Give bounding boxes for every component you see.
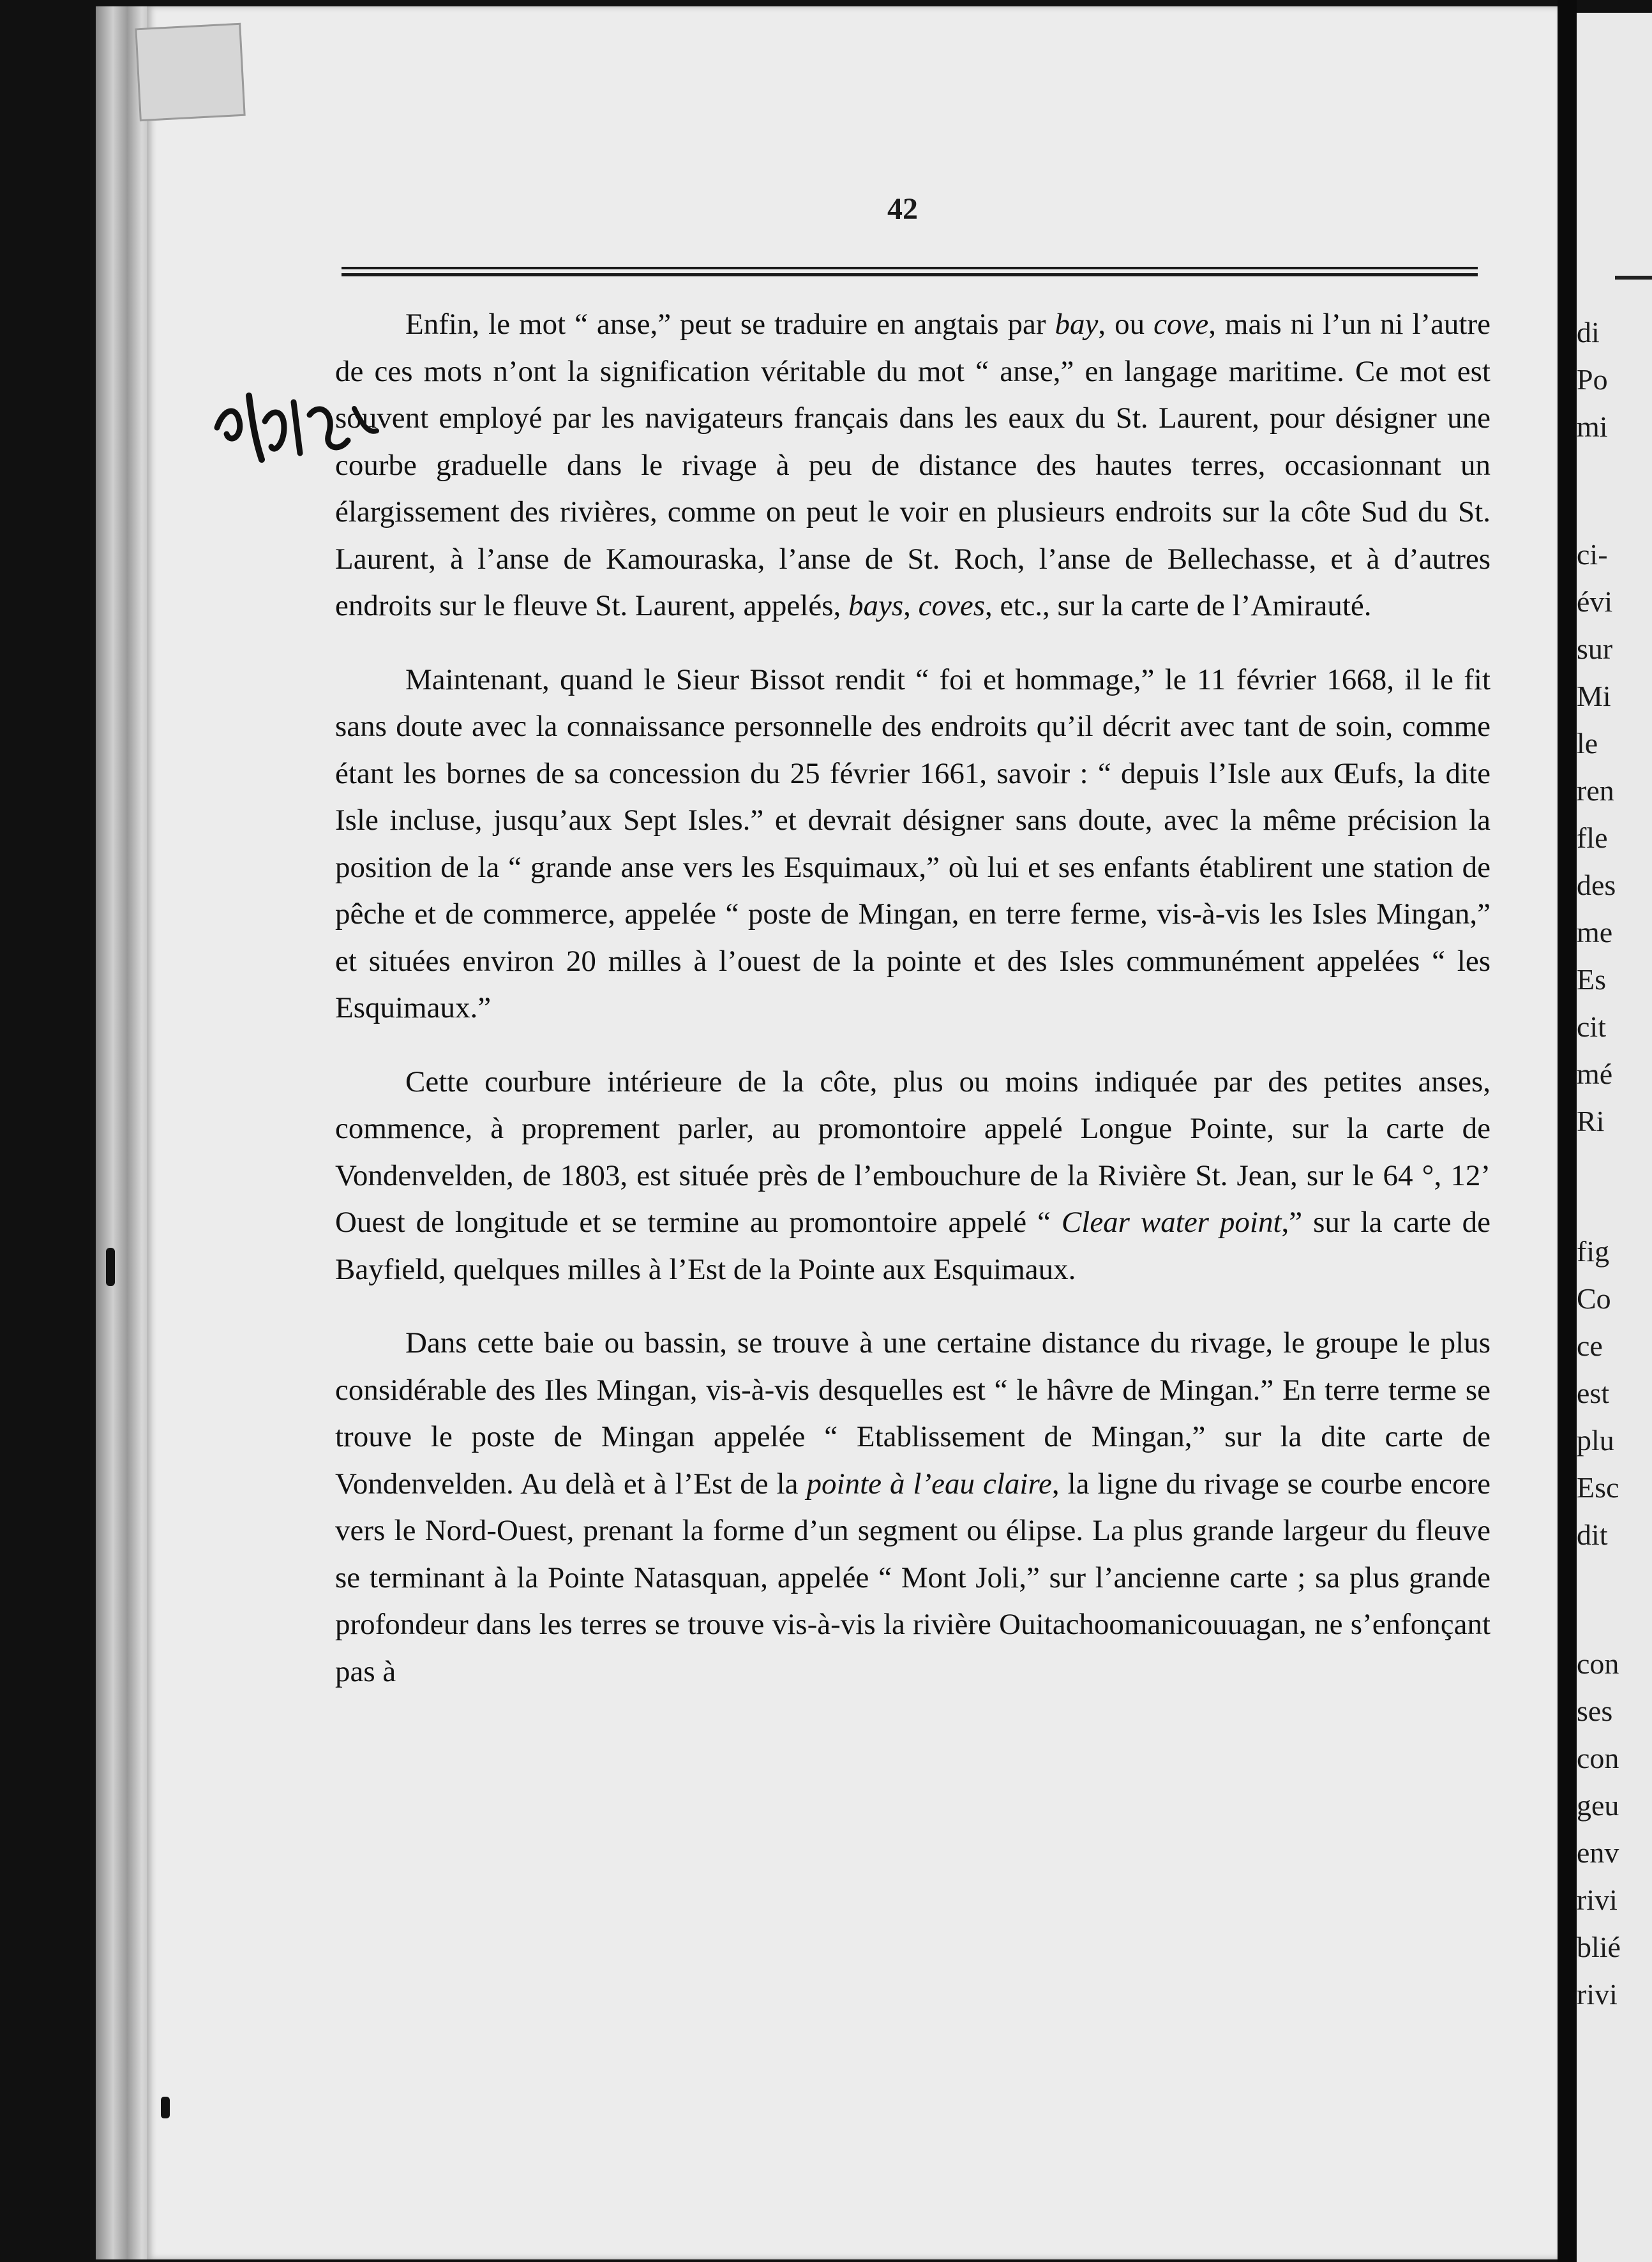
- body-text: [335, 301, 1491, 1695]
- facing-page-fragment: fig: [1577, 1235, 1610, 1268]
- facing-page-fragment: ce: [1577, 1329, 1603, 1362]
- facing-page-fragment: cit: [1577, 1010, 1606, 1043]
- text-run: Enfin, le mot “ anse,” peut se traduire en angtais par: [405, 308, 1055, 341]
- facing-page-fragment: Mi: [1577, 680, 1611, 712]
- text-run: , ou: [1098, 308, 1154, 341]
- ink-speck: [161, 2097, 170, 2118]
- book-gutter: [1558, 0, 1577, 2262]
- text-run: ,” sur la carte de Bayfield, quelques milles à l’Est de la Pointe aux Esquimaux.: [335, 1206, 1491, 1286]
- facing-page-fragment: le: [1577, 727, 1598, 760]
- facing-page-fragment: Co: [1577, 1282, 1611, 1315]
- facing-page-fragment: ci-: [1577, 538, 1608, 571]
- paragraph-4: [335, 1320, 1491, 1695]
- paragraph-3: [335, 1059, 1491, 1294]
- text-run: , mais ni l’un ni l’autre de ces mots n’ont la signification véritable du mot “ anse,” en langage maritime. Ce mot est souvent employé par les navigateurs français dans les eaux du St. Laurent, pour désigner une courbe graduelle dans le rivage à peu de distance des hautes terres, occasionnant un élargissement des rivières, comme on peut le voir en plusieurs endroits sur la côte Sud du St. Laurent, à l’anse de Kamouraska, l’anse de St. Roch, l’anse de Bellechasse, et à d’autres endroits sur le fleuve St. Laurent, appelés,: [335, 308, 1491, 622]
- facing-page-fragment: Es: [1577, 963, 1606, 996]
- paper-tab: [135, 23, 245, 121]
- ink-speck: [106, 1248, 115, 1286]
- facing-page-fragment: con: [1577, 1647, 1619, 1680]
- text-run: ,: [903, 589, 919, 622]
- page-stack-edge: [96, 6, 153, 2259]
- text-run: , la ligne du rivage se courbe encore vers le Nord-Ouest, prenant la forme d’un segment ou élipse. La plus grande largeur du fleuve se terminant à la Pointe Natasquan, appelée “ Mont Joli,” sur l’ancienne carte ; sa plus grande profondeur dans les terres se trouve vis-à-vis la rivière Ouitachoomanicouuagan, ne s’enfonçant pas à: [335, 1467, 1491, 1688]
- italic-run: bay: [1055, 308, 1099, 341]
- paragraph-1: [335, 301, 1491, 630]
- italic-run: pointe à l’eau claire: [806, 1467, 1052, 1501]
- text-run: Dans cette baie ou bassin, se trouve à une certaine distance du rivage, le groupe le plus considérable des Iles Mingan, vis-à-vis desquelles est “ le hâvre de Mingan.” En terre terme se trouve le poste de Mingan appelée “ Etablissement de Mingan,” sur la dite carte de Vondenvelden. Au delà et à l’Est de la: [335, 1326, 1491, 1501]
- facing-page: [1577, 13, 1652, 2262]
- facing-page-fragment: dit: [1577, 1518, 1608, 1551]
- facing-page-fragment: mé: [1577, 1058, 1613, 1090]
- facing-page-fragment: ren: [1577, 774, 1614, 807]
- facing-page-fragment: rivi: [1577, 1884, 1618, 1916]
- header-rule-thin: [342, 267, 1478, 269]
- facing-page-fragment: blié: [1577, 1931, 1621, 1963]
- facing-page-fragment: env: [1577, 1836, 1619, 1869]
- facing-page-fragment: ses: [1577, 1695, 1613, 1727]
- italic-run: bays: [848, 589, 904, 622]
- facing-page-fragment: rivi: [1577, 1978, 1618, 2011]
- italic-run: cove: [1153, 308, 1209, 341]
- facing-page-fragment: mi: [1577, 410, 1608, 443]
- facing-page-rule: [1615, 276, 1652, 280]
- facing-page-fragment: évi: [1577, 585, 1613, 618]
- header-rule-thick: [342, 273, 1478, 276]
- facing-page-fragment: des: [1577, 869, 1616, 901]
- facing-page-fragment: di: [1577, 316, 1600, 348]
- facing-page-fragment: plu: [1577, 1424, 1614, 1457]
- text-run: , etc., sur la carte de l’Amirauté.: [985, 589, 1372, 622]
- facing-page-fragment: Po: [1577, 363, 1608, 396]
- facing-page-fragment: Ri: [1577, 1105, 1605, 1137]
- facing-page-fragment: fle: [1577, 821, 1608, 854]
- facing-page-fragment: con: [1577, 1742, 1619, 1774]
- facing-page-fragment: me: [1577, 916, 1613, 948]
- page-number: 42: [887, 192, 918, 226]
- facing-page-fragment: geu: [1577, 1789, 1619, 1822]
- facing-page-fragment: sur: [1577, 633, 1613, 665]
- italic-run: Clear water point: [1061, 1206, 1282, 1239]
- text-run: Cette courbure intérieure de la côte, plus ou moins indiquée par des petites anses, commence, à proprement parler, au promontoire appelé Longue Pointe, sur la carte de Vondenvelden, de 1803, est située près de l’embouchure de la Rivière St. Jean, sur le 64 °, 12’ Ouest de longitude et se termine au promontoire appelé “: [335, 1065, 1491, 1239]
- italic-run: coves: [918, 589, 986, 622]
- facing-page-fragment: Esc: [1577, 1471, 1619, 1504]
- facing-page-fragment: est: [1577, 1377, 1610, 1409]
- paragraph-2: [335, 657, 1491, 1032]
- text-run: Maintenant, quand le Sieur Bissot rendit “ foi et hommage,” le 11 février 1668, il le fit sans doute avec la connaissance personnelle des endroits qu’il décrit avec tant de soin, comme étant les bornes de sa concession du 25 février 1661, savoir : “ depuis l’Isle aux Œufs, la dite Isle incluse, jusqu’aux Sept Isles.” et devrait désigner sans doute, avec la même précision la position de la “ grande anse vers les Esquimaux,” où lui et ses enfants établirent une station de pêche et de commerce, appelée “ poste de Mingan, en terre ferme, vis-à-vis les Isles Mingan,” et situées environ 20 milles à l’ouest de la pointe et des Isles communément appelées “ les Esquimaux.”: [335, 663, 1491, 1024]
